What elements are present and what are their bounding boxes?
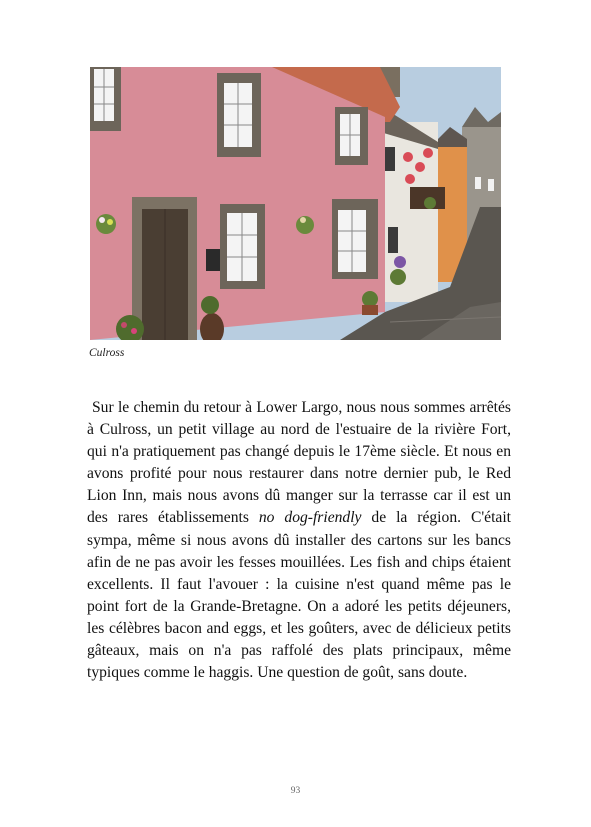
paragraph-text-end: de la région. C'était sympa, même si nous avons dû installer des cartons sur les bancs afin de ne pas avoir les fesses mouillées. Les fish and chips étaient excellents. Il faut l'avouer : la cuisine n'est quand même pas le point fort de la Grande-Bretagne. On a adoré les petits déjeuners, les célèbres bacon and eggs, et les goûters, avec de délicieux petits gâteaux, mais on n'a pas raffolé des plats principaux, même typiques comme le haggis. Une question de goût, sans doute.: [87, 509, 511, 682]
body-paragraph: [87, 397, 511, 684]
paragraph-text-start: Sur le chemin du retour à Lower Largo, nous nous sommes arrêtés à Culross, un petit village au nord de l'estuaire de la rivière Fort, qui n'a pratiquement pas changé depuis le 17ème siècle. Et nous en avons profité pour nous restaurer dans notre dernier pub, le Red Lion Inn, mais nous avons dû manger sur la terrasse car il est un des rares établissements: [87, 399, 511, 527]
culross-photo: [90, 67, 501, 340]
hanging-basket: [96, 214, 116, 234]
italic-term: no dog-friendly: [258, 509, 362, 527]
photo-caption: Culross: [89, 347, 125, 359]
page-number: 93: [290, 786, 301, 796]
